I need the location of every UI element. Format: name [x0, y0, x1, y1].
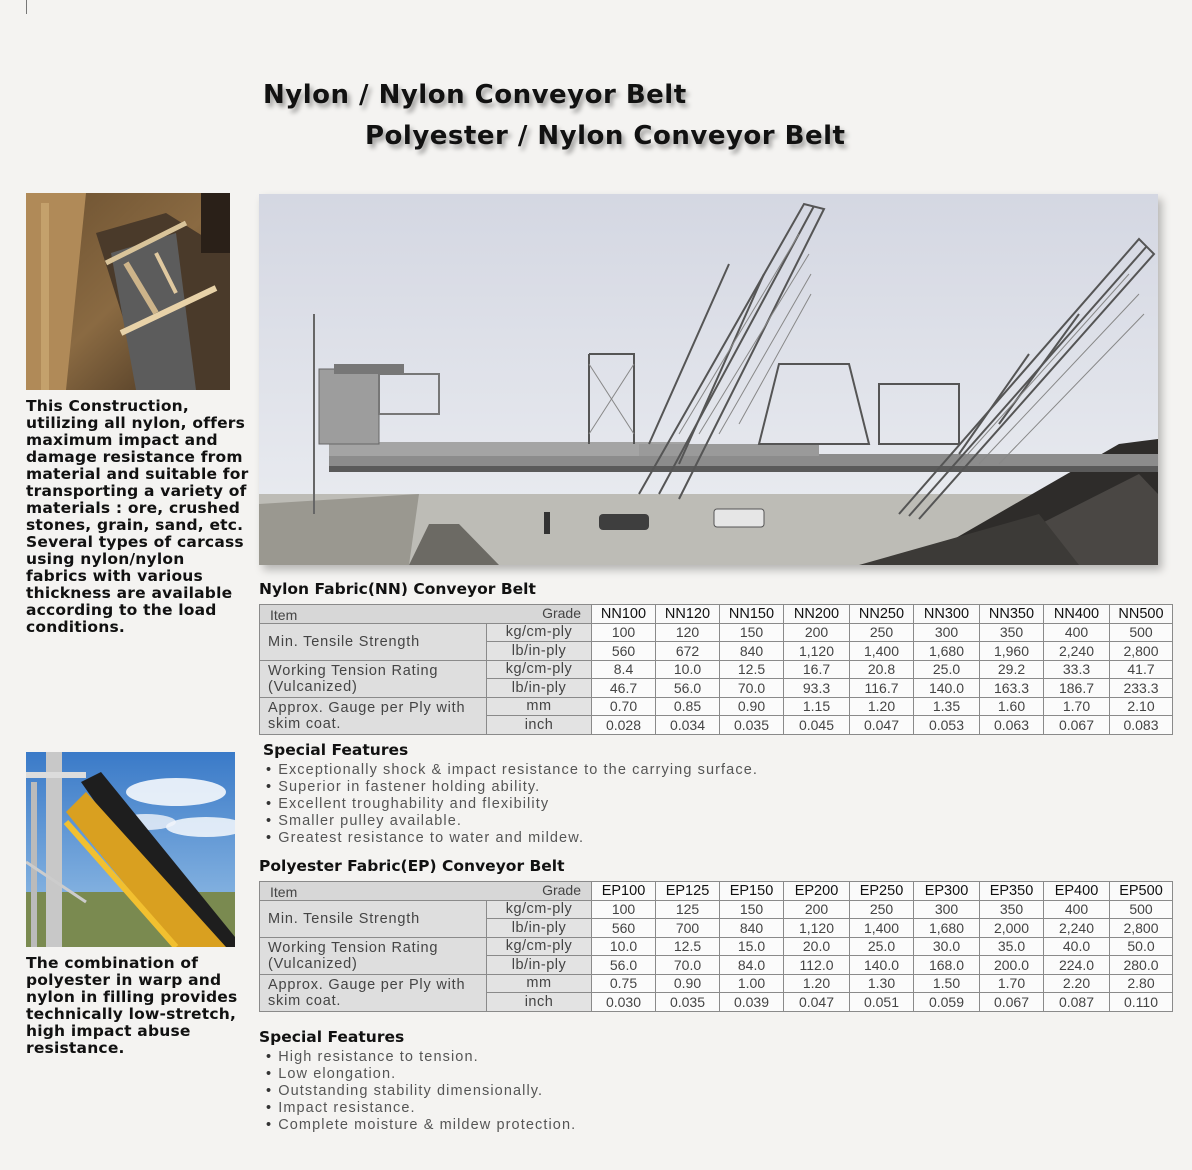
unit-cell: kg/cm-ply — [487, 937, 592, 956]
value-cell: 70.0 — [656, 956, 720, 975]
unit-cell: kg/cm-ply — [487, 660, 592, 679]
nn-features-title: Special Features — [263, 741, 409, 759]
value-cell: 20.0 — [784, 937, 850, 956]
value-cell: 200.0 — [980, 956, 1044, 975]
value-cell: 300 — [914, 900, 980, 919]
value-cell: 200 — [784, 900, 850, 919]
value-cell: 25.0 — [850, 937, 914, 956]
value-cell: 1,120 — [784, 919, 850, 938]
value-cell: 0.053 — [914, 716, 980, 735]
value-cell: 15.0 — [720, 937, 784, 956]
ep-features-title: Special Features — [259, 1028, 405, 1046]
value-cell: 1,960 — [980, 642, 1044, 661]
value-cell: 700 — [656, 919, 720, 938]
unit-cell: inch — [487, 993, 592, 1012]
nn-spec-table — [259, 604, 1173, 735]
nylon-description: This Construction, utilizing all nylon, offers maximum impact and damage resistance from material and suitable for transporting a variety of materials : ore, crushed stones, grain, sand, etc. Several types of carcass using nylon/nylon fabrics with various thickness are available according to the load conditions. — [26, 397, 249, 636]
value-cell: 0.067 — [1044, 716, 1110, 735]
value-cell: 0.034 — [656, 716, 720, 735]
value-cell: 0.051 — [850, 993, 914, 1012]
feature-item: • Smaller pulley available. — [266, 813, 758, 830]
grade-header: NN100 — [592, 605, 656, 624]
value-cell: 93.3 — [784, 679, 850, 698]
table-row — [260, 900, 1173, 919]
value-cell: 0.75 — [592, 974, 656, 993]
value-cell: 300 — [914, 623, 980, 642]
value-cell: 125 — [656, 900, 720, 919]
value-cell: 112.0 — [784, 956, 850, 975]
grade-header: NN200 — [784, 605, 850, 624]
polyester-description: The combination of polyester in warp and nylon in filling provides technically low-stretch, high impact abuse resistance. — [26, 954, 238, 1057]
value-cell: 41.7 — [1110, 660, 1173, 679]
ep-spec-table — [259, 881, 1173, 1012]
value-cell: 84.0 — [720, 956, 784, 975]
feature-item: • Exceptionally shock & impact resistance to the carrying surface. — [266, 762, 758, 779]
grade-header: EP350 — [980, 882, 1044, 901]
value-cell: 100 — [592, 623, 656, 642]
value-cell: 0.047 — [784, 993, 850, 1012]
mine-conveyor-photo — [26, 193, 230, 390]
feature-item: • Outstanding stability dimensionally. — [266, 1083, 576, 1100]
value-cell: 163.3 — [980, 679, 1044, 698]
value-cell: 33.3 — [1044, 660, 1110, 679]
value-cell: 140.0 — [850, 956, 914, 975]
value-cell: 0.90 — [656, 974, 720, 993]
row-label: Min. Tensile Strength — [260, 900, 487, 937]
value-cell: 29.2 — [980, 660, 1044, 679]
feature-item: • Low elongation. — [266, 1066, 576, 1083]
value-cell: 12.5 — [656, 937, 720, 956]
value-cell: 233.3 — [1110, 679, 1173, 698]
value-cell: 0.035 — [656, 993, 720, 1012]
value-cell: 0.70 — [592, 697, 656, 716]
value-cell: 0.087 — [1044, 993, 1110, 1012]
grade-header: EP250 — [850, 882, 914, 901]
item-grade-header — [260, 882, 592, 901]
value-cell: 250 — [850, 623, 914, 642]
value-cell: 186.7 — [1044, 679, 1110, 698]
value-cell: 200 — [784, 623, 850, 642]
value-cell: 2,800 — [1110, 642, 1173, 661]
unit-cell: lb/in-ply — [487, 642, 592, 661]
value-cell: 150 — [720, 900, 784, 919]
grade-header: NN300 — [914, 605, 980, 624]
table-row — [260, 697, 1173, 716]
grade-header: EP100 — [592, 882, 656, 901]
value-cell: 224.0 — [1044, 956, 1110, 975]
value-cell: 120 — [656, 623, 720, 642]
row-label: Working Tension Rating (Vulcanized) — [260, 937, 487, 974]
grade-header: NN250 — [850, 605, 914, 624]
value-cell: 840 — [720, 919, 784, 938]
value-cell: 350 — [980, 623, 1044, 642]
value-cell: 500 — [1110, 623, 1173, 642]
value-cell: 1.15 — [784, 697, 850, 716]
table-row — [260, 974, 1173, 993]
value-cell: 250 — [850, 900, 914, 919]
feature-item: • Complete moisture & mildew protection. — [266, 1117, 576, 1134]
value-cell: 350 — [980, 900, 1044, 919]
value-cell: 35.0 — [980, 937, 1044, 956]
value-cell: 560 — [592, 919, 656, 938]
grade-header: EP400 — [1044, 882, 1110, 901]
value-cell: 1.30 — [850, 974, 914, 993]
grade-header: EP500 — [1110, 882, 1173, 901]
value-cell: 1,680 — [914, 919, 980, 938]
feature-item: • Superior in fastener holding ability. — [266, 779, 758, 796]
table-header-row — [260, 605, 1173, 624]
table-header-row — [260, 882, 1173, 901]
stacker-reclaimer-photo — [259, 194, 1158, 565]
value-cell: 0.035 — [720, 716, 784, 735]
value-cell: 40.0 — [1044, 937, 1110, 956]
value-cell: 30.0 — [914, 937, 980, 956]
grade-header: NN400 — [1044, 605, 1110, 624]
value-cell: 1,400 — [850, 919, 914, 938]
value-cell: 2.10 — [1110, 697, 1173, 716]
grade-header: NN120 — [656, 605, 720, 624]
value-cell: 280.0 — [1110, 956, 1173, 975]
grade-header-label: Grade — [542, 882, 581, 898]
grade-header: EP300 — [914, 882, 980, 901]
value-cell: 1.50 — [914, 974, 980, 993]
value-cell: 560 — [592, 642, 656, 661]
table-row — [260, 623, 1173, 642]
value-cell: 2,000 — [980, 919, 1044, 938]
value-cell: 0.063 — [980, 716, 1044, 735]
page-title-polyester: Polyester / Nylon Conveyor Belt — [365, 121, 846, 151]
table-row — [260, 660, 1173, 679]
value-cell: 56.0 — [592, 956, 656, 975]
value-cell: 400 — [1044, 623, 1110, 642]
value-cell: 70.0 — [720, 679, 784, 698]
value-cell: 1.70 — [1044, 697, 1110, 716]
value-cell: 100 — [592, 900, 656, 919]
value-cell: 1,400 — [850, 642, 914, 661]
value-cell: 0.059 — [914, 993, 980, 1012]
grade-header: EP200 — [784, 882, 850, 901]
value-cell: 1,680 — [914, 642, 980, 661]
value-cell: 20.8 — [850, 660, 914, 679]
grade-header: EP125 — [656, 882, 720, 901]
page-title-nylon: Nylon / Nylon Conveyor Belt — [263, 80, 687, 110]
nn-features-list — [266, 762, 758, 847]
value-cell: 16.7 — [784, 660, 850, 679]
grade-header-label: Grade — [542, 605, 581, 621]
value-cell: 0.039 — [720, 993, 784, 1012]
value-cell: 10.0 — [656, 660, 720, 679]
value-cell: 50.0 — [1110, 937, 1173, 956]
unit-cell: mm — [487, 697, 592, 716]
value-cell: 1.70 — [980, 974, 1044, 993]
value-cell: 1,120 — [784, 642, 850, 661]
value-cell: 116.7 — [850, 679, 914, 698]
value-cell: 0.030 — [592, 993, 656, 1012]
value-cell: 2.80 — [1110, 974, 1173, 993]
value-cell: 400 — [1044, 900, 1110, 919]
value-cell: 1.60 — [980, 697, 1044, 716]
ep-features-list — [266, 1049, 576, 1134]
value-cell: 10.0 — [592, 937, 656, 956]
feature-item: • Greatest resistance to water and mildew. — [266, 830, 758, 847]
row-label: Approx. Gauge per Ply with skim coat. — [260, 974, 487, 1011]
unit-cell: mm — [487, 974, 592, 993]
feature-item: • Excellent troughability and flexibility — [266, 796, 758, 813]
grade-header: NN350 — [980, 605, 1044, 624]
corner-tick — [26, 0, 27, 14]
value-cell: 12.5 — [720, 660, 784, 679]
value-cell: 1.35 — [914, 697, 980, 716]
table-row — [260, 937, 1173, 956]
nn-table-title: Nylon Fabric(NN) Conveyor Belt — [259, 580, 536, 598]
value-cell: 840 — [720, 642, 784, 661]
value-cell: 0.083 — [1110, 716, 1173, 735]
grade-header: NN150 — [720, 605, 784, 624]
unit-cell: lb/in-ply — [487, 956, 592, 975]
value-cell: 140.0 — [914, 679, 980, 698]
value-cell: 0.90 — [720, 697, 784, 716]
item-header-label: Item — [270, 606, 298, 623]
value-cell: 1.20 — [784, 974, 850, 993]
grade-header: EP150 — [720, 882, 784, 901]
value-cell: 500 — [1110, 900, 1173, 919]
value-cell: 672 — [656, 642, 720, 661]
value-cell: 2,240 — [1044, 919, 1110, 938]
feature-item: • Impact resistance. — [266, 1100, 576, 1117]
item-header-label: Item — [270, 883, 298, 900]
row-label: Working Tension Rating (Vulcanized) — [260, 660, 487, 697]
overland-conveyor-photo — [26, 752, 235, 947]
value-cell: 46.7 — [592, 679, 656, 698]
value-cell: 2,240 — [1044, 642, 1110, 661]
value-cell: 1.00 — [720, 974, 784, 993]
ep-table-title: Polyester Fabric(EP) Conveyor Belt — [259, 857, 565, 875]
unit-cell: kg/cm-ply — [487, 623, 592, 642]
unit-cell: inch — [487, 716, 592, 735]
value-cell: 0.045 — [784, 716, 850, 735]
value-cell: 25.0 — [914, 660, 980, 679]
grade-header: NN500 — [1110, 605, 1173, 624]
value-cell: 8.4 — [592, 660, 656, 679]
value-cell: 0.85 — [656, 697, 720, 716]
value-cell: 0.047 — [850, 716, 914, 735]
item-grade-header — [260, 605, 592, 624]
value-cell: 2,800 — [1110, 919, 1173, 938]
unit-cell: kg/cm-ply — [487, 900, 592, 919]
row-label: Min. Tensile Strength — [260, 623, 487, 660]
unit-cell: lb/in-ply — [487, 679, 592, 698]
value-cell: 0.110 — [1110, 993, 1173, 1012]
row-label: Approx. Gauge per Ply with skim coat. — [260, 697, 487, 734]
value-cell: 1.20 — [850, 697, 914, 716]
value-cell: 0.067 — [980, 993, 1044, 1012]
value-cell: 0.028 — [592, 716, 656, 735]
value-cell: 168.0 — [914, 956, 980, 975]
value-cell: 2.20 — [1044, 974, 1110, 993]
value-cell: 56.0 — [656, 679, 720, 698]
value-cell: 150 — [720, 623, 784, 642]
unit-cell: lb/in-ply — [487, 919, 592, 938]
feature-item: • High resistance to tension. — [266, 1049, 576, 1066]
